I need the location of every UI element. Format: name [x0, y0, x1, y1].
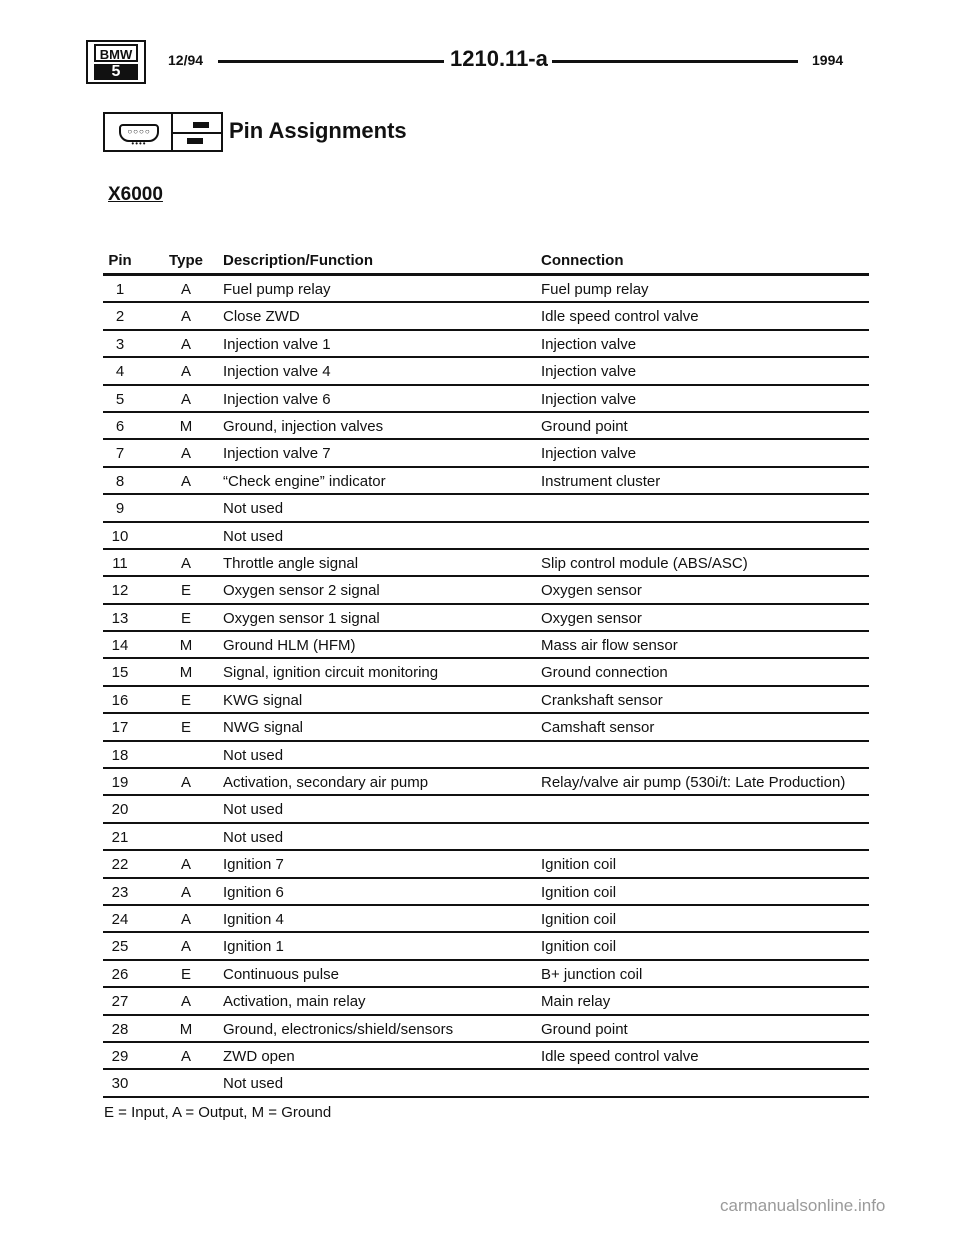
- header-description: Description/Function: [223, 252, 373, 269]
- cell-description: Fuel pump relay: [223, 281, 331, 298]
- logo-brand: BMW: [94, 44, 138, 62]
- table-row: [103, 687, 869, 714]
- cell-connection: Ground point: [541, 417, 628, 435]
- table-row: [103, 714, 869, 741]
- table-row: [103, 605, 869, 632]
- cell-pin: 12: [111, 582, 129, 600]
- cell-pin: 30: [111, 1075, 129, 1093]
- cell-connection: Injection valve: [541, 363, 637, 381]
- watermark: carmanualsonline.info: [720, 1196, 886, 1215]
- section-heading: [103, 112, 503, 152]
- table-row: [103, 358, 869, 385]
- cell-type: E: [180, 691, 191, 709]
- cell-pin: 27: [111, 993, 129, 1011]
- table-row: [103, 413, 869, 440]
- cell-description: Activation, main relay: [223, 993, 366, 1011]
- cell-pin: 21: [111, 828, 129, 846]
- cell-type: M: [179, 637, 193, 655]
- cell-pin: 23: [111, 883, 129, 901]
- table-row: [103, 906, 869, 933]
- table-row: [103, 468, 869, 495]
- table-row: [103, 879, 869, 906]
- cell-pin: 16: [111, 691, 129, 709]
- header-connection: Connection: [541, 252, 624, 269]
- header-rule-right: [552, 60, 798, 63]
- table-row: [103, 742, 869, 769]
- cell-connection: Ground connection: [541, 664, 668, 682]
- cell-pin: 17: [111, 719, 129, 737]
- cell-connection: Slip control module (ABS/ASC): [541, 554, 748, 572]
- cell-pin: 10: [111, 527, 129, 545]
- cell-description: Ignition 4: [223, 910, 284, 928]
- table-row: [103, 988, 869, 1015]
- cell-type: A: [180, 281, 191, 298]
- cell-pin: 2: [115, 308, 125, 326]
- type-legend: E = Input, A = Output, M = Ground: [104, 1104, 332, 1121]
- logo-series: 5: [94, 64, 138, 80]
- cell-connection: Idle speed control valve: [541, 1047, 699, 1065]
- cell-type: A: [180, 472, 191, 490]
- table-row: [103, 659, 869, 686]
- cell-description: Not used: [223, 801, 284, 819]
- cell-description: Not used: [223, 746, 284, 764]
- header-year: 1994: [812, 52, 844, 68]
- cell-pin: 25: [111, 938, 129, 956]
- cell-type: M: [179, 664, 193, 682]
- cell-description: Injection valve 1: [223, 335, 331, 353]
- header-type: Type: [169, 252, 203, 269]
- cell-connection: Crankshaft sensor: [541, 691, 663, 709]
- cell-connection: Ignition coil: [541, 910, 617, 928]
- cell-type: A: [180, 554, 191, 572]
- table-header: [103, 247, 869, 276]
- cell-connection: Oxygen sensor: [541, 582, 642, 600]
- cell-pin: 13: [111, 609, 129, 627]
- cell-type: A: [180, 363, 191, 381]
- cell-type: E: [180, 582, 191, 600]
- cell-pin: 24: [111, 910, 129, 928]
- cell-pin: 3: [115, 335, 125, 353]
- cell-type: A: [180, 445, 191, 463]
- cell-pin: 14: [111, 637, 129, 655]
- cell-type: E: [180, 609, 191, 627]
- connector-icon: ○○○○ ••••: [103, 112, 173, 152]
- table-row: [103, 824, 869, 851]
- cell-description: ZWD open: [223, 1047, 295, 1065]
- table-row: [103, 303, 869, 330]
- cell-description: Activation, secondary air pump: [223, 774, 429, 792]
- table-row: [103, 386, 869, 413]
- cell-connection: Oxygen sensor: [541, 609, 642, 627]
- cell-description: NWG signal: [223, 719, 304, 737]
- cell-pin: 8: [115, 472, 125, 490]
- table-row: [103, 632, 869, 659]
- cell-description: Signal, ignition circuit monitoring: [223, 664, 439, 682]
- table-row: [103, 1043, 869, 1070]
- cell-description: Ignition 7: [223, 856, 284, 874]
- cell-description: Injection valve 7: [223, 445, 331, 463]
- cell-pin: 20: [111, 801, 129, 819]
- cell-pin: 15: [111, 664, 129, 682]
- cell-connection: Idle speed control valve: [541, 308, 699, 326]
- table-row: [103, 1016, 869, 1043]
- cell-description: Ignition 6: [223, 883, 284, 901]
- cell-description: Not used: [223, 1075, 284, 1093]
- table-row: [103, 961, 869, 988]
- cell-description: Not used: [223, 828, 284, 846]
- cell-connection: Ignition coil: [541, 856, 617, 874]
- cell-connection: Injection valve: [541, 390, 637, 408]
- cell-description: Ground HLM (HFM): [223, 637, 356, 655]
- cell-connection: Ignition coil: [541, 883, 617, 901]
- table-row: [103, 851, 869, 878]
- cell-type: A: [180, 1047, 191, 1065]
- table-row: [103, 495, 869, 522]
- cell-description: Ground, injection valves: [223, 417, 384, 435]
- page-header: [86, 40, 848, 84]
- bmw-5-series-logo: [86, 40, 146, 84]
- table-row: [103, 933, 869, 960]
- cell-type: A: [180, 993, 191, 1011]
- section-title: Pin Assignments: [229, 118, 407, 143]
- cell-connection: Mass air flow sensor: [541, 637, 678, 655]
- table-row: [103, 331, 869, 358]
- cell-description: Ground, electronics/shield/sensors: [223, 1020, 454, 1038]
- header-pin: Pin: [108, 252, 132, 269]
- cell-type: E: [180, 719, 191, 737]
- table-row: [103, 523, 869, 550]
- cell-type: E: [180, 965, 191, 983]
- cell-connection: Main relay: [541, 993, 611, 1011]
- cell-pin: 18: [111, 746, 129, 764]
- cell-type: A: [180, 856, 191, 874]
- cell-description: Continuous pulse: [223, 965, 339, 983]
- table-row: [103, 796, 869, 823]
- cell-description: Injection valve 6: [223, 390, 331, 408]
- cell-type: A: [180, 308, 191, 326]
- cell-pin: 9: [115, 500, 125, 518]
- cell-pin: 22: [111, 856, 129, 874]
- table-row: [103, 276, 869, 303]
- header-date: 12/94: [168, 52, 204, 68]
- cell-connection: Injection valve: [541, 335, 637, 353]
- cell-description: Throttle angle signal: [223, 554, 359, 572]
- cell-connection: Relay/valve air pump (530i/t: Late Production): [541, 774, 846, 792]
- cell-pin: 28: [111, 1020, 129, 1038]
- cell-description: KWG signal: [223, 691, 303, 709]
- cell-description: Not used: [223, 527, 284, 545]
- cell-description: Oxygen sensor 2 signal: [223, 582, 380, 600]
- table-row: [103, 440, 869, 467]
- cell-pin: 7: [115, 445, 125, 463]
- cell-pin: 26: [111, 965, 129, 983]
- cell-type: M: [179, 417, 193, 435]
- connector-id: X6000: [108, 184, 163, 205]
- cell-type: A: [180, 883, 191, 901]
- cell-pin: 6: [115, 417, 125, 435]
- cell-description: Injection valve 4: [223, 363, 331, 381]
- cell-pin: 29: [111, 1047, 129, 1065]
- cell-pin: 4: [115, 363, 125, 381]
- cell-connection: Fuel pump relay: [541, 281, 649, 298]
- cell-connection: B+ junction coil: [541, 965, 643, 983]
- pin-direction-icon: [173, 112, 223, 152]
- cell-pin: 19: [111, 774, 129, 792]
- cell-description: Close ZWD: [223, 308, 300, 326]
- table-row: [103, 577, 869, 604]
- cell-type: A: [180, 938, 191, 956]
- cell-pin: 1: [115, 281, 125, 298]
- cell-connection: Ignition coil: [541, 938, 617, 956]
- cell-connection: Ground point: [541, 1020, 628, 1038]
- cell-type: A: [180, 774, 191, 792]
- cell-type: M: [179, 1020, 193, 1038]
- header-rule-left: [218, 60, 444, 63]
- cell-description: “Check engine” indicator: [223, 472, 386, 490]
- cell-pin: 5: [115, 390, 125, 408]
- cell-connection: Camshaft sensor: [541, 719, 655, 737]
- cell-connection: Injection valve: [541, 445, 637, 463]
- table-row: [103, 1070, 869, 1097]
- table-row: [103, 550, 869, 577]
- cell-type: A: [180, 910, 191, 928]
- cell-type: A: [180, 335, 191, 353]
- cell-type: A: [180, 390, 191, 408]
- cell-description: Ignition 1: [223, 938, 284, 956]
- cell-connection: Instrument cluster: [541, 472, 661, 490]
- cell-pin: 11: [112, 554, 128, 572]
- cell-description: Not used: [223, 500, 284, 518]
- pin-table: [103, 247, 869, 1098]
- document-code: 1210.11-a: [450, 46, 548, 71]
- table-row: [103, 769, 869, 796]
- cell-description: Oxygen sensor 1 signal: [223, 609, 380, 627]
